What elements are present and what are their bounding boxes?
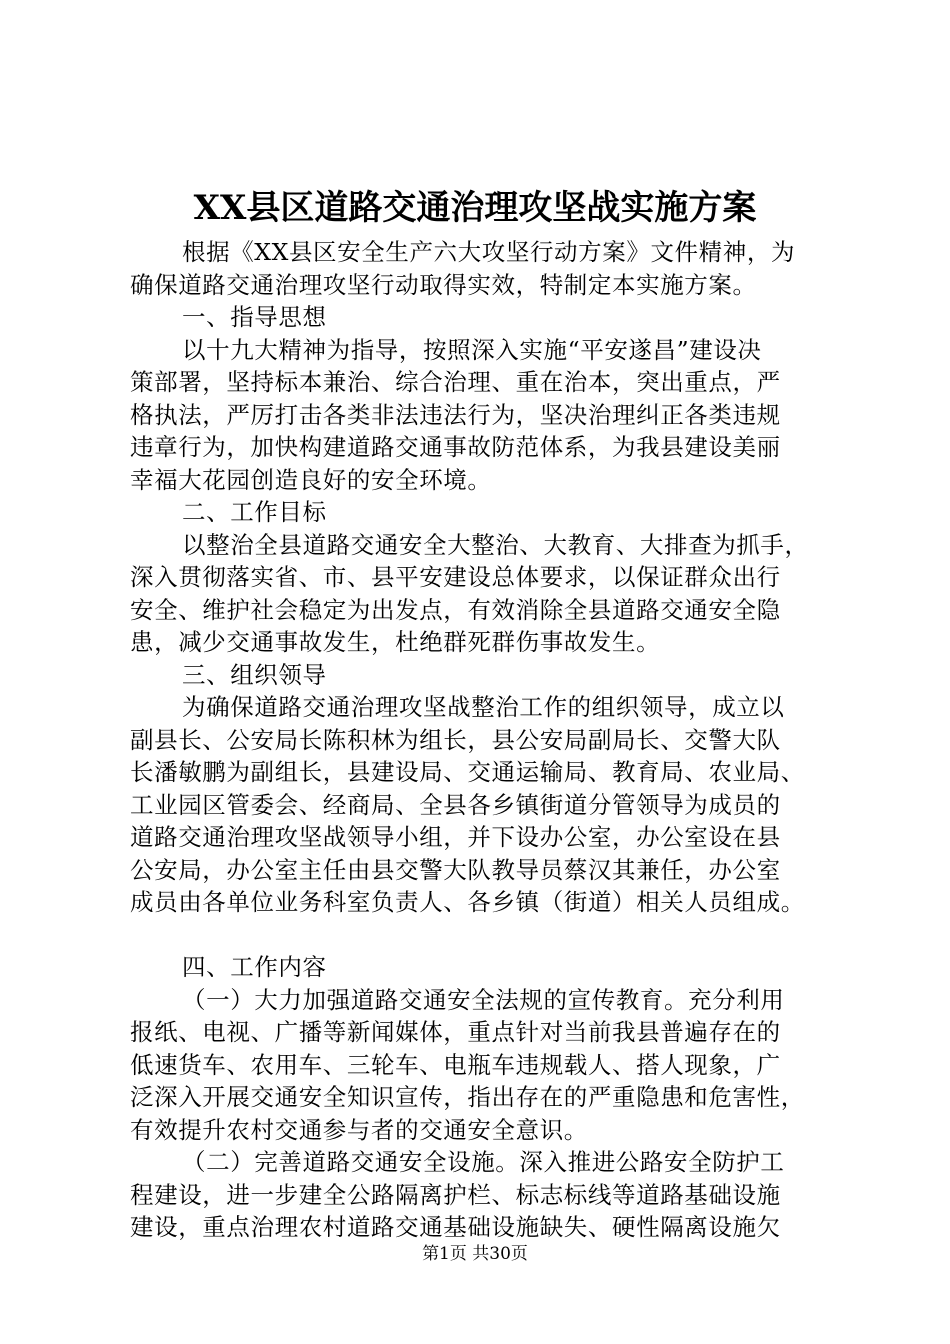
paragraph-line: 违章行为，加快构建道路交通事故防范体系，为我县建设美丽 xyxy=(130,433,781,461)
section-heading: 二、工作目标 xyxy=(182,498,327,526)
paragraph-line: 根据《XX县区安全生产六大攻坚行动方案》文件精神，为 xyxy=(182,238,796,266)
paragraph-line: 为确保道路交通治理攻坚战整治工作的组织领导，成立以 xyxy=(182,693,785,721)
paragraph-line: 成员由各单位业务科室负责人、各乡镇（街道）相关人员组成。 xyxy=(130,888,805,916)
paragraph-line: 幸福大花园创造良好的安全环境。 xyxy=(130,465,492,494)
section-heading: 四、工作内容 xyxy=(182,953,327,981)
paragraph-line: 工业园区管委会、经商局、全县各乡镇街道分管领导为成员的 xyxy=(130,790,781,819)
paragraph-line: 患，减少交通事故发生，杜绝群死群伤事故发生。 xyxy=(130,628,661,656)
paragraph-line: 以十九大精神为指导，按照深入实施“平安遂昌”建设决 xyxy=(182,335,762,364)
paragraph-line: 公安局，办公室主任由县交警大队教导员蔡汉其兼任，办公室 xyxy=(130,855,781,884)
paragraph-line: 建设，重点治理农村道路交通基础设施缺失、硬性隔离设施欠 xyxy=(130,1213,781,1241)
paragraph-line: 程建设，进一步建全公路隔离护栏、标志标线等道路基础设施 xyxy=(130,1180,781,1209)
document-title: XX县区道路交通治理攻坚战实施方案 xyxy=(193,188,757,228)
paragraph-line: 道路交通治理攻坚战领导小组，并下设办公室，办公室设在县 xyxy=(130,823,781,851)
document-body xyxy=(130,236,830,1244)
paragraph-line: （二）完善道路交通安全设施。深入推进公路安全防护工 xyxy=(182,1148,785,1176)
paragraph-line: 深入贯彻落实省、市、县平安建设总体要求，以保证群众出行 xyxy=(130,563,781,591)
paragraph-line: 报纸、电视、广播等新闻媒体，重点针对当前我县普遍存在的 xyxy=(130,1018,781,1046)
paragraph-line: 确保道路交通治理攻坚行动取得实效，特制定本实施方案。 xyxy=(130,270,757,299)
blank-line xyxy=(130,919,830,952)
paragraph-line: 以整治全县道路交通安全大整治、大教育、大排查为抓手， xyxy=(182,530,809,559)
section-heading: 三、组织领导 xyxy=(182,660,327,689)
paragraph-line: （一）大力加强道路交通安全法规的宣传教育。充分利用 xyxy=(182,985,785,1014)
paragraph-line: 低速货车、农用车、三轮车、电瓶车违规载人、搭人现象，广 xyxy=(130,1050,781,1079)
paragraph-line: 副县长、公安局长陈积林为组长，县公安局副局长、交警大队 xyxy=(130,725,781,754)
paragraph-line: 泛深入开展交通安全知识宣传，指出存在的严重隐患和危害性， xyxy=(130,1083,805,1111)
section-heading: 一、指导思想 xyxy=(182,303,327,331)
paragraph-line: 策部署，坚持标本兼治、综合治理、重在治本，突出重点，严 xyxy=(130,368,781,396)
paragraph-line: 有效提升农村交通参与者的交通安全意识。 xyxy=(130,1115,588,1144)
paragraph-line: 格执法，严厉打击各类非法违法行为，坚决治理纠正各类违规 xyxy=(130,400,781,429)
paragraph-line: 长潘敏鹏为副组长，县建设局、交通运输局、教育局、农业局、 xyxy=(130,758,805,786)
page-footer: 第1页 共30页 xyxy=(422,1244,528,1264)
paragraph-line: 安全、维护社会稳定为出发点，有效消除全县道路交通安全隐 xyxy=(130,595,781,624)
